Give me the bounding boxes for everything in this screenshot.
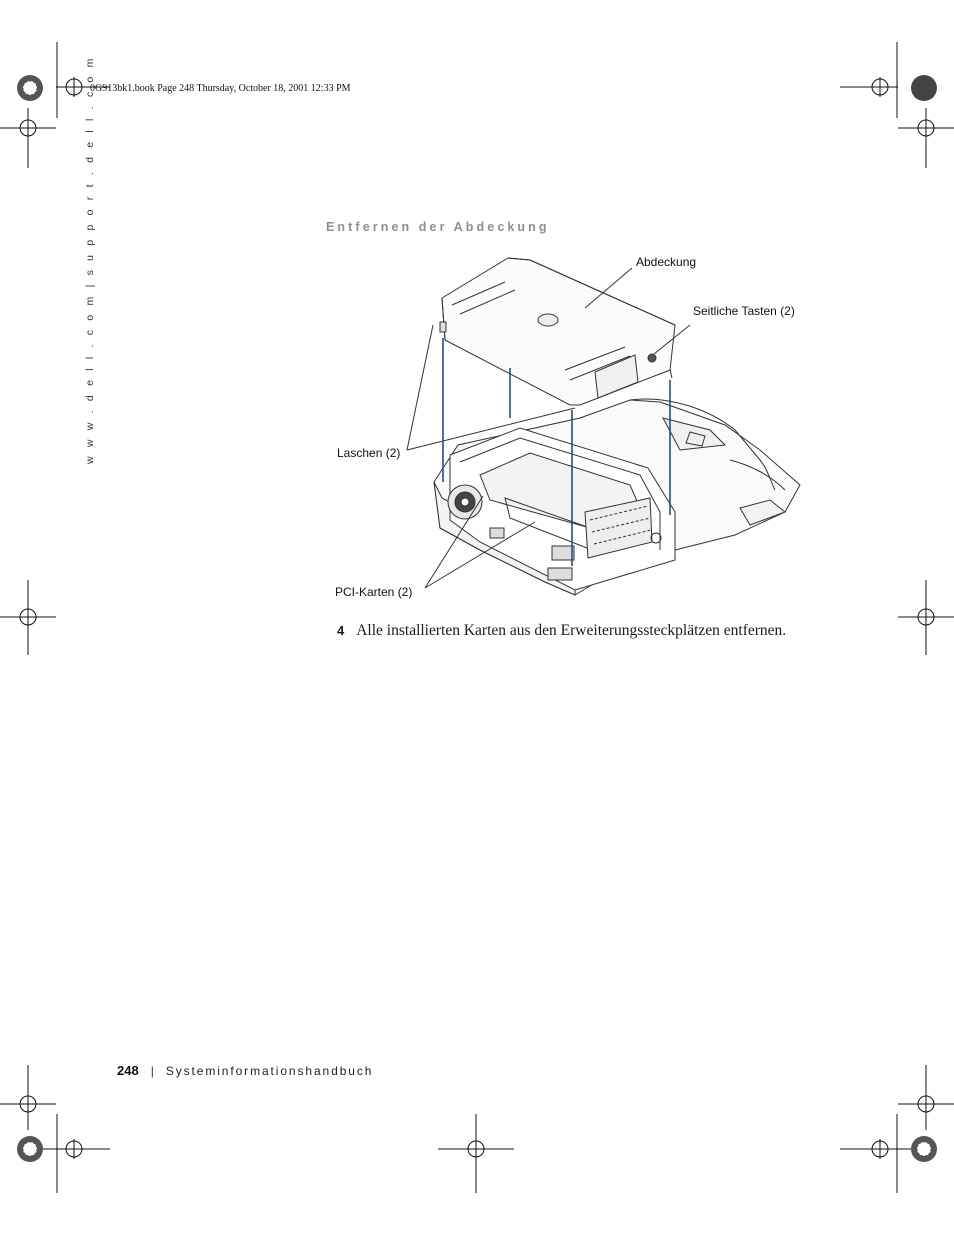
side-url: w w w . d e l l . c o m | s u p p o r t . d e l l . c o m	[84, 55, 96, 464]
book-title: Systeminformationshandbuch	[165, 1064, 374, 1078]
page-number: 248	[117, 1063, 139, 1078]
page-footer	[117, 1062, 373, 1080]
registration-starbursts	[17, 75, 937, 1162]
running-header: 0G913bk1.book Page 248 Thursday, October 18, 2001 12:33 PM	[90, 83, 351, 94]
callout-side-buttons: Seitliche Tasten (2)	[693, 304, 795, 318]
step-number: 4	[337, 623, 345, 638]
callout-tabs: Laschen (2)	[337, 446, 401, 460]
instruction-step	[337, 622, 786, 640]
section-heading: Entfernen der Abdeckung	[326, 220, 550, 234]
callout-pci-cards: PCI-Karten (2)	[335, 585, 413, 599]
footer-separator: |	[150, 1064, 154, 1078]
callout-cover: Abdeckung	[636, 255, 697, 269]
step-text: Alle installierten Karten aus den Erweiterungssteckplätzen entfernen.	[356, 622, 787, 639]
